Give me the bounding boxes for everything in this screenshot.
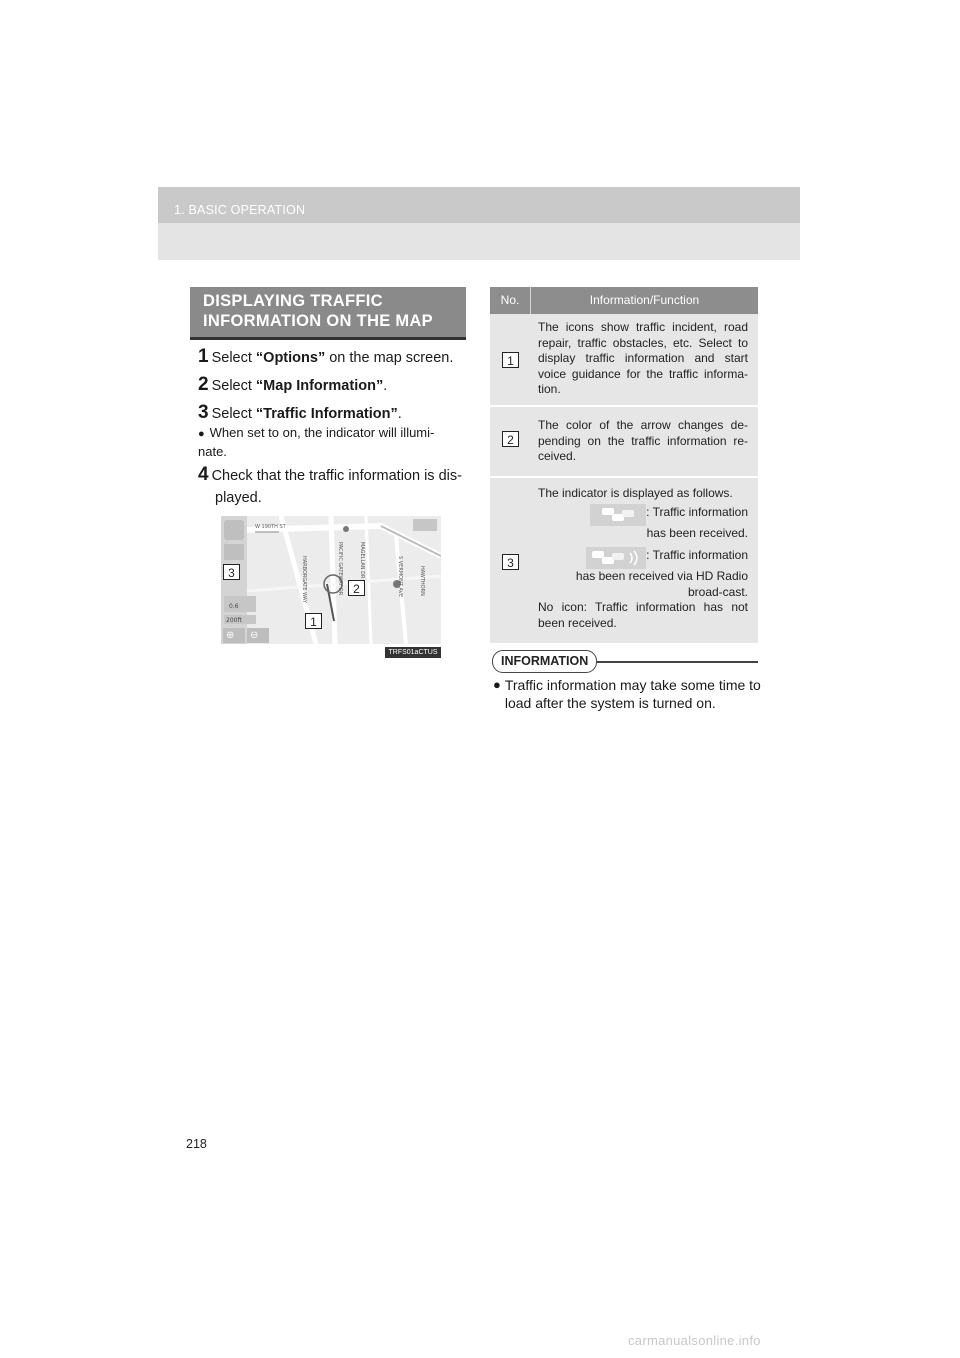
- zoom-in-icon: ⊕: [226, 630, 235, 641]
- information-badge: INFORMATION: [492, 650, 597, 673]
- map-screenshot: [221, 516, 441, 644]
- table-row: [490, 407, 758, 478]
- column-info: Information/Function: [589, 293, 700, 307]
- street-label: HARBORGATE WAY: [301, 556, 307, 603]
- traffic-received-icon: [590, 504, 646, 526]
- map-callout-3: 3: [223, 564, 240, 580]
- section-heading-line2: INFORMATION ON THE MAP: [203, 312, 433, 330]
- map-callout-1: 1: [305, 613, 322, 629]
- step-number: 3: [198, 402, 209, 423]
- option-name: “Map Information”: [255, 378, 384, 394]
- row-number: 1: [502, 352, 519, 368]
- option-name: “Options”: [255, 350, 326, 366]
- chapter-title: 1. BASIC OPERATION: [174, 203, 306, 217]
- information-rule: [596, 661, 758, 663]
- column-no: No.: [490, 287, 531, 314]
- indicator-desc: No icon: Traffic information has not been received.: [538, 600, 748, 630]
- zoom-out-icon: ⊖: [250, 630, 259, 641]
- map-callout-2: 2: [348, 580, 365, 596]
- option-name: “Traffic Information”: [255, 406, 398, 422]
- row-number: 3: [502, 554, 519, 570]
- table-header: [490, 287, 758, 314]
- image-code: TRFS01aCTUS: [385, 647, 441, 658]
- indicator-desc: : Traffic information has been received.: [646, 504, 748, 540]
- header-band-lower: [158, 223, 800, 260]
- watermark: carmanualsonline.info: [628, 1333, 761, 1348]
- section-heading-line1: DISPLAYING TRAFFIC: [203, 292, 383, 310]
- indicator-desc: : Traffic information has been received via HD Radio broad-cast.: [575, 548, 748, 599]
- table-row: [490, 314, 758, 407]
- step-1: 1 Select “Options” on the map screen.: [198, 346, 454, 367]
- step-2: 2 Select “Map Information”.: [198, 374, 388, 395]
- row-number: 2: [502, 431, 519, 447]
- row-text: The icons show traffic incident, road repair, traffic obstacles, etc. Select to display traffic information and start voice guidance for the traffic informa-tion.: [538, 320, 748, 396]
- step-3-note: ● When set to on, the indicator will illumi- nate.: [198, 425, 435, 459]
- zoom-label: 200ft: [226, 617, 242, 624]
- info-table: [490, 287, 758, 645]
- row-text: The indicator is displayed as follows.: [538, 486, 733, 500]
- street-label: MAGELLAN DR: [359, 542, 365, 579]
- section-rule: [190, 337, 466, 340]
- row-text: The color of the arrow changes de-pending on the traffic information re-ceived.: [538, 418, 748, 463]
- page-number: 218: [186, 1137, 207, 1151]
- step-number: 4: [198, 464, 209, 485]
- bullet-icon: ●: [493, 677, 501, 692]
- street-label: PACIFIC GATEWAY DR: [337, 542, 343, 596]
- section-heading: [190, 287, 466, 337]
- step-number: 1: [198, 346, 209, 367]
- table-row: [490, 478, 758, 645]
- street-label: S VERMONT AVE: [397, 556, 403, 598]
- map-graphic: [221, 516, 441, 644]
- step-number: 2: [198, 374, 209, 395]
- information-text: ● Traffic information may take some time to load after the system is turned on.: [493, 677, 761, 711]
- hd-radio-traffic-icon: [586, 547, 646, 569]
- street-label: W 190TH ST: [255, 524, 286, 530]
- scale-label: 0.6: [229, 603, 239, 610]
- street-label: HAWTHORN: [419, 566, 425, 596]
- bullet-icon: ●: [198, 428, 205, 440]
- step-4: 4 Check that the traffic information is dis- played.: [198, 464, 462, 506]
- step-3: 3 Select “Traffic Information”.: [198, 402, 402, 423]
